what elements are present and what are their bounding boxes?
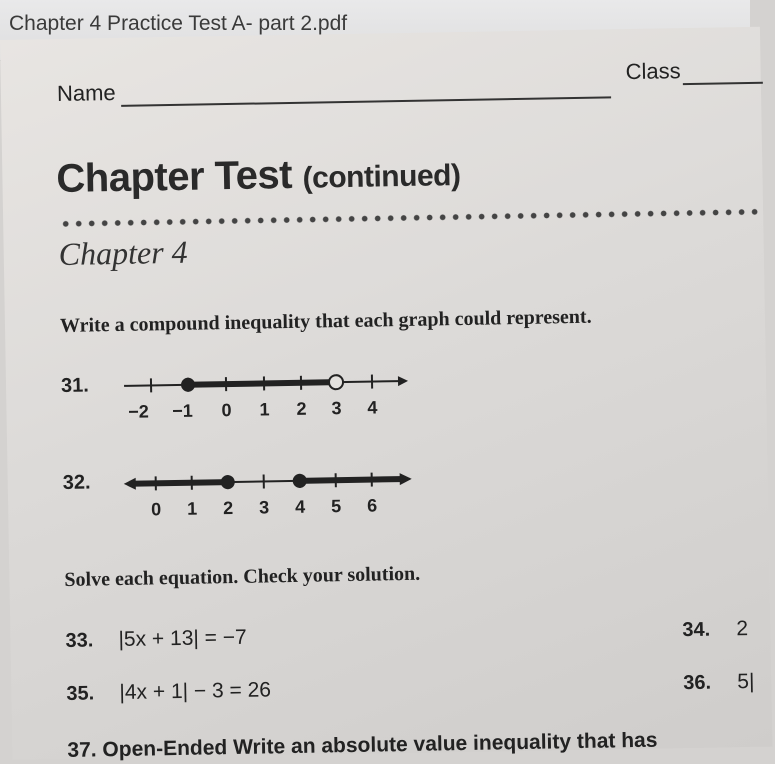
tick-label: −1 (172, 401, 193, 421)
question-35-equation: |4x + 1| − 3 = 26 (119, 678, 271, 705)
document-page (0, 27, 772, 760)
question-33-number: 33. (65, 629, 93, 652)
tick-label: 2 (223, 498, 233, 518)
question-37-partial: 37. Open-Ended Write an absolute value inequality that has (67, 729, 657, 763)
number-line-32 (119, 463, 420, 528)
page-heading (56, 150, 461, 202)
dotted-divider (59, 208, 759, 228)
tick-label: 1 (259, 399, 269, 419)
name-label: Name (57, 80, 116, 107)
heading-main: Chapter Test (56, 153, 292, 201)
closed-point (221, 475, 235, 489)
question-31-number: 31. (61, 375, 89, 398)
tick-label: 0 (221, 400, 231, 420)
number-line-31 (116, 365, 417, 430)
section2-instruction: Solve each equation. Check your solution. (64, 563, 420, 592)
name-blank-line (121, 96, 611, 107)
question-35-number: 35. (66, 682, 94, 705)
tick-label: −2 (128, 401, 149, 421)
question-32-number: 32. (63, 471, 91, 494)
tick-label: 3 (331, 398, 341, 418)
tick-label: 2 (296, 399, 306, 419)
tick-label: 3 (259, 497, 269, 517)
open-point (329, 375, 343, 389)
tick-label: 4 (295, 497, 305, 517)
question-33-equation: |5x + 13| = −7 (118, 626, 247, 652)
shaded-segment (188, 382, 329, 384)
question-36-equation: 5| (737, 670, 755, 694)
tick-label: 1 (187, 499, 197, 519)
shaded-left-ray (130, 482, 228, 484)
tick-label: 6 (367, 495, 377, 515)
heading-continued: (continued) (302, 159, 460, 195)
class-blank-line (683, 82, 763, 85)
tick-label: 4 (367, 397, 377, 417)
question-36-number: 36. (683, 672, 711, 695)
shaded-right-ray (300, 479, 406, 481)
question-34-equation: 2 (736, 617, 748, 641)
closed-point (293, 474, 307, 488)
question-34-number: 34. (682, 619, 710, 642)
arrow-right-icon (398, 376, 408, 386)
tick-label: 0 (151, 499, 161, 519)
section1-instruction: Write a compound inequality that each graph could represent. (60, 306, 592, 338)
class-label: Class (625, 58, 680, 85)
window-title: Chapter 4 Practice Test A- part 2.pdf (9, 12, 347, 36)
tick-label: 5 (331, 496, 341, 516)
chapter-label: Chapter 4 (58, 234, 188, 273)
closed-point (181, 378, 195, 392)
